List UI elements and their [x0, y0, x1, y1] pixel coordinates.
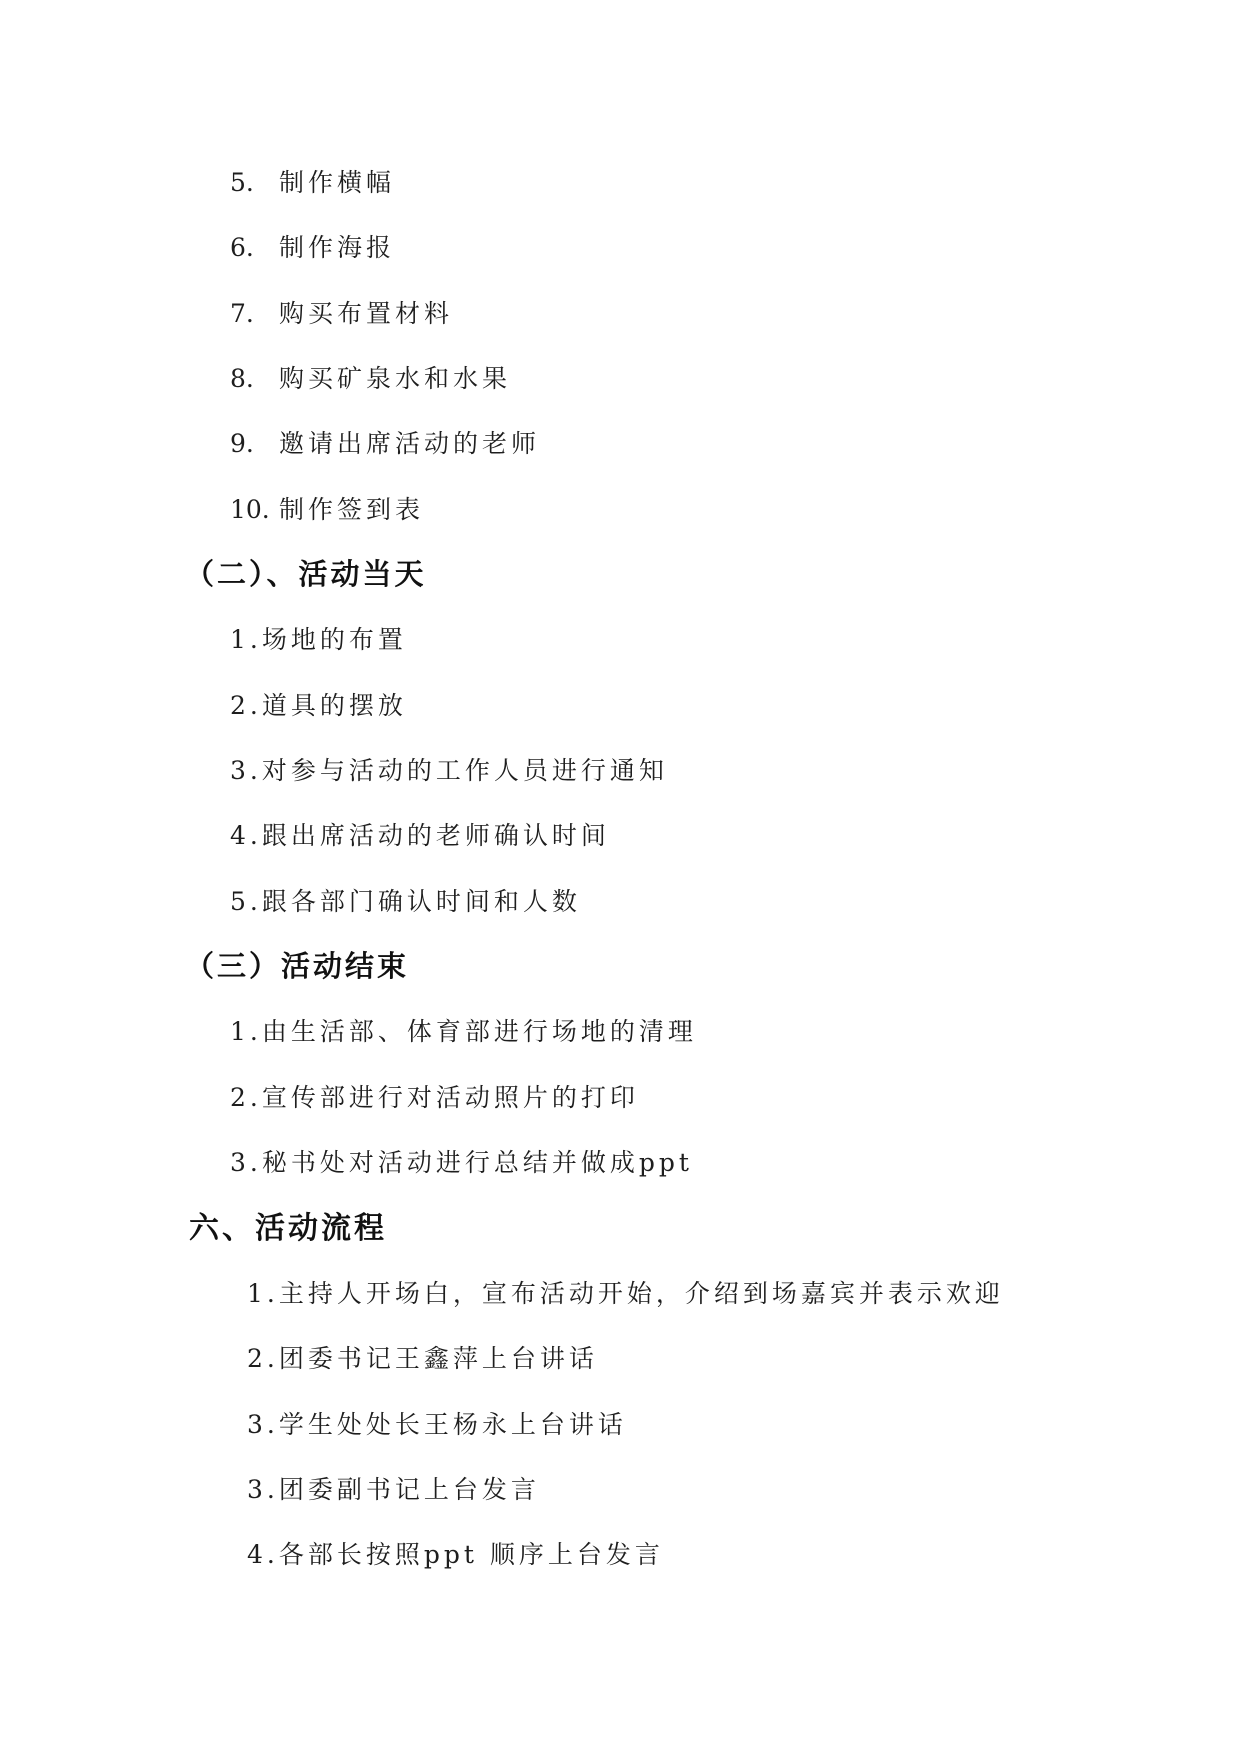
prep-list-item	[0, 346, 1241, 411]
list-text: 制作海报	[279, 233, 396, 263]
prep-list-item	[0, 477, 1241, 542]
list-text: 购买矿泉水和水果	[279, 364, 512, 394]
list-text: 制作签到表	[279, 494, 425, 524]
section-heading-activity-flow: 六、活动流程	[189, 1210, 387, 1246]
section-heading-activity-day: （二）、活动当天	[185, 557, 427, 592]
prep-list-item	[0, 215, 1241, 280]
section-heading-activity-end: （三）活动结束	[185, 949, 410, 984]
list-text: 制作横幅	[279, 168, 396, 197]
flow-list-item: 4.各部长按照ppt 顺序上台发言	[247, 1540, 664, 1570]
end-list-item: 3.秘书处对活动进行总结并做成ppt	[230, 1148, 693, 1178]
list-number: 9.	[230, 429, 254, 459]
list-text: 购买布置材料	[279, 298, 454, 328]
day-list-item: 3.对参与活动的工作人员进行通知	[230, 756, 668, 786]
end-list-item: 2.宣传部进行对活动照片的打印	[230, 1082, 639, 1112]
list-text: 邀请出席活动的老师	[279, 429, 541, 459]
day-list-item: 5.跟各部门确认时间和人数	[230, 886, 581, 916]
flow-list-item: 2.团委书记王鑫萍上台讲话	[247, 1344, 598, 1374]
flow-list-item: 3.团委副书记上台发言	[247, 1474, 540, 1504]
prep-list-item	[0, 411, 1241, 476]
list-number: 8.	[230, 364, 254, 394]
list-number: 7.	[230, 298, 254, 328]
day-list-item: 4.跟出席活动的老师确认时间	[230, 821, 610, 851]
prep-list-item	[0, 150, 1241, 215]
list-number: 10.	[230, 494, 270, 524]
flow-list-item: 1.主持人开场白，宣布活动开始，介绍到场嘉宾并表示欢迎	[247, 1278, 1004, 1308]
list-number: 6.	[230, 233, 254, 263]
end-list-item: 1.由生活部、体育部进行场地的清理	[230, 1017, 697, 1047]
prep-list-item	[0, 281, 1241, 346]
flow-list-item: 3.学生处处长王杨永上台讲话	[247, 1409, 627, 1439]
list-number: 5.	[230, 168, 254, 197]
document-body	[0, 150, 1241, 1588]
day-list-item: 1.场地的布置	[230, 625, 407, 655]
day-list-item: 2.道具的摆放	[230, 690, 407, 720]
